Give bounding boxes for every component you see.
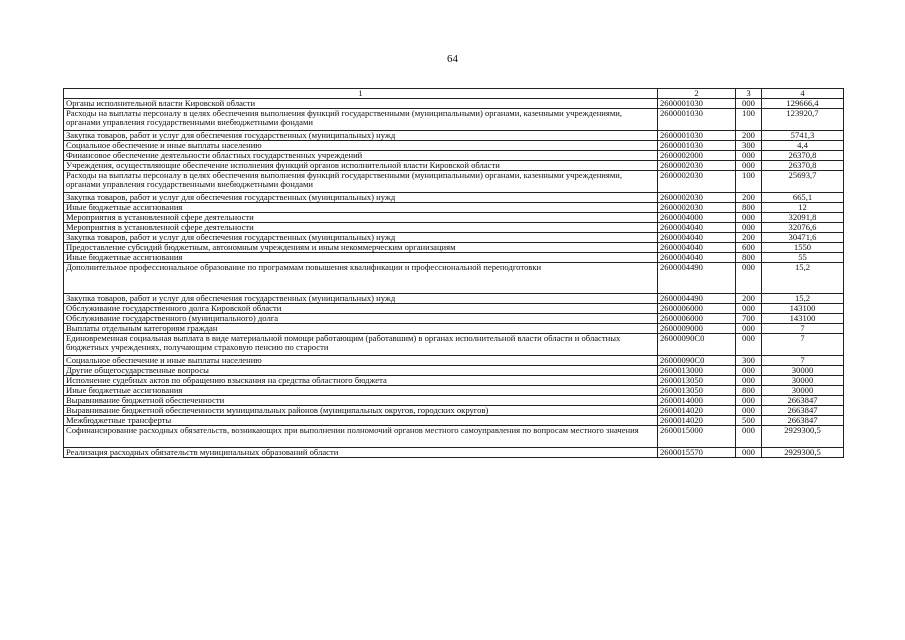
row-amount: 26370,8: [762, 151, 844, 161]
row-expense-type: 000: [736, 376, 762, 386]
row-code: 2600014020: [658, 416, 736, 426]
column-header-code: 2: [658, 89, 736, 99]
row-name: Органы исполнительной власти Кировской области: [64, 99, 658, 109]
table-row: [64, 426, 844, 448]
row-name: Софинансирование расходных обязательств, возникающих при выполнении полномочий органов местного самоуправления по вопросам местного значения: [64, 426, 658, 448]
row-name: Дополнительное профессиональное образование по программам повышения квалификации и профессиональной переподготовки: [64, 263, 658, 294]
row-code: 2600013050: [658, 376, 736, 386]
row-code: 2600006000: [658, 304, 736, 314]
table-header: [64, 89, 844, 99]
row-name: Закупка товаров, работ и услуг для обеспечения государственных (муниципальных) нужд: [64, 193, 658, 203]
row-code: 2600015000: [658, 426, 736, 448]
table-row: [64, 151, 844, 161]
row-expense-type: 200: [736, 233, 762, 243]
row-name: Финансовое обеспечение деятельности областных государственных учреждений: [64, 151, 658, 161]
row-name: Единовременная социальная выплата в виде материальной помощи работающим (работавшим) в органах исполнительной власти области и областных бюджетных учреждениях, получающим страховую пенсию по старости: [64, 334, 658, 356]
row-name: Учреждения, осуществляющие обеспечение исполнения функций органов исполнительной власти Кировской области: [64, 161, 658, 171]
table-row: [64, 223, 844, 233]
table-row: [64, 203, 844, 213]
table-row: [64, 304, 844, 314]
row-amount: 2663847: [762, 416, 844, 426]
row-code: 2600004040: [658, 243, 736, 253]
row-code: 2600015570: [658, 448, 736, 458]
row-expense-type: 000: [736, 223, 762, 233]
row-code: 2600004490: [658, 294, 736, 304]
row-amount: 55: [762, 253, 844, 263]
row-code: 2600002030: [658, 203, 736, 213]
row-name: Выплаты отдельным категориям граждан: [64, 324, 658, 334]
row-amount: 12: [762, 203, 844, 213]
row-expense-type: 800: [736, 386, 762, 396]
row-expense-type: 300: [736, 356, 762, 366]
row-name: Расходы на выплаты персоналу в целях обеспечения выполнения функций государственными (муниципальными) органами, казенными учреждениями, органами управления государственными внебюджетными фондами: [64, 109, 658, 131]
row-code: 2600004000: [658, 213, 736, 223]
row-name: Мероприятия в установленной сфере деятельности: [64, 223, 658, 233]
row-code: 2600013000: [658, 366, 736, 376]
table-row: [64, 386, 844, 396]
row-name: Закупка товаров, работ и услуг для обеспечения государственных (муниципальных) нужд: [64, 131, 658, 141]
row-amount: 1550: [762, 243, 844, 253]
row-code: 2600004040: [658, 233, 736, 243]
row-name: Социальное обеспечение и иные выплаты населению: [64, 356, 658, 366]
row-amount: 143100: [762, 304, 844, 314]
row-name: Выравнивание бюджетной обеспеченности: [64, 396, 658, 406]
row-code: 2600002000: [658, 151, 736, 161]
row-expense-type: 200: [736, 193, 762, 203]
row-amount: 7: [762, 334, 844, 356]
column-header-name: 1: [64, 89, 658, 99]
row-amount: 665,1: [762, 193, 844, 203]
row-code: 2600014000: [658, 396, 736, 406]
row-code: 2600002030: [658, 193, 736, 203]
row-amount: 2663847: [762, 406, 844, 416]
row-name: Иные бюджетные ассигнования: [64, 203, 658, 213]
row-name: Мероприятия в установленной сфере деятельности: [64, 213, 658, 223]
row-amount: 143100: [762, 314, 844, 324]
row-code: 26000090С0: [658, 334, 736, 356]
row-amount: 30000: [762, 376, 844, 386]
page-number: 64: [447, 53, 458, 65]
row-expense-type: 100: [736, 171, 762, 193]
row-amount: 2929300,5: [762, 448, 844, 458]
table-row: [64, 233, 844, 243]
row-amount: 30000: [762, 386, 844, 396]
row-name: Реализация расходных обязательств муниципальных образований области: [64, 448, 658, 458]
row-expense-type: 000: [736, 99, 762, 109]
row-expense-type: 000: [736, 366, 762, 376]
row-amount: 4,4: [762, 141, 844, 151]
row-expense-type: 000: [736, 334, 762, 356]
table-row: [64, 131, 844, 141]
row-name: Обслуживание государственного (муниципального) долга: [64, 314, 658, 324]
row-amount: 2663847: [762, 396, 844, 406]
row-code: 2600001030: [658, 109, 736, 131]
row-code: 2600009000: [658, 324, 736, 334]
row-code: 2600001030: [658, 99, 736, 109]
row-expense-type: 000: [736, 213, 762, 223]
row-expense-type: 000: [736, 151, 762, 161]
table-row: [64, 213, 844, 223]
row-expense-type: 700: [736, 314, 762, 324]
table-row: [64, 253, 844, 263]
table-row: [64, 314, 844, 324]
row-name: Расходы на выплаты персоналу в целях обеспечения выполнения функций государственными (муниципальными) органами, казенными учреждениями, органами управления государственными внебюджетными фондами: [64, 171, 658, 193]
row-code: 2600004040: [658, 223, 736, 233]
row-expense-type: 000: [736, 263, 762, 294]
row-expense-type: 000: [736, 324, 762, 334]
row-code: 2600013050: [658, 386, 736, 396]
row-expense-type: 300: [736, 141, 762, 151]
row-expense-type: 000: [736, 304, 762, 314]
row-amount: 7: [762, 356, 844, 366]
row-amount: 129666,4: [762, 99, 844, 109]
row-name: Закупка товаров, работ и услуг для обеспечения государственных (муниципальных) нужд: [64, 294, 658, 304]
row-expense-type: 000: [736, 426, 762, 448]
row-name: Предоставление субсидий бюджетным, автономным учреждениям и иным некоммерческим организациям: [64, 243, 658, 253]
row-expense-type: 800: [736, 253, 762, 263]
table-row: [64, 334, 844, 356]
row-code: 2600004490: [658, 263, 736, 294]
row-name: Иные бюджетные ассигнования: [64, 386, 658, 396]
row-amount: 7: [762, 324, 844, 334]
table-row: [64, 356, 844, 366]
row-amount: 15,2: [762, 294, 844, 304]
row-expense-type: 200: [736, 131, 762, 141]
row-amount: 5741,3: [762, 131, 844, 141]
table-row: [64, 263, 844, 294]
header-row: [64, 89, 844, 99]
row-amount: 2929300,5: [762, 426, 844, 448]
table-row: [64, 294, 844, 304]
row-expense-type: 800: [736, 203, 762, 213]
row-name: Социальное обеспечение и иные выплаты населению: [64, 141, 658, 151]
row-name: Выравнивание бюджетной обеспеченности муниципальных районов (муниципальных округов, городских округов): [64, 406, 658, 416]
row-expense-type: 000: [736, 406, 762, 416]
row-expense-type: 100: [736, 109, 762, 131]
row-code: 2600002030: [658, 171, 736, 193]
row-expense-type: 000: [736, 161, 762, 171]
table-row: [64, 193, 844, 203]
row-amount: 26370,8: [762, 161, 844, 171]
row-name: Обслуживание государственного долга Кировской области: [64, 304, 658, 314]
row-amount: 25693,7: [762, 171, 844, 193]
table-body: [64, 99, 844, 458]
column-header-expense-type: 3: [736, 89, 762, 99]
row-code: 2600014020: [658, 406, 736, 416]
table-row: [64, 366, 844, 376]
table-row: [64, 99, 844, 109]
row-name: Исполнение судебных актов по обращению взыскания на средства областного бюджета: [64, 376, 658, 386]
row-name: Закупка товаров, работ и услуг для обеспечения государственных (муниципальных) нужд: [64, 233, 658, 243]
row-name: Иные бюджетные ассигнования: [64, 253, 658, 263]
table-row: [64, 171, 844, 193]
row-name: Межбюджетные трансферты: [64, 416, 658, 426]
table-row: [64, 448, 844, 458]
row-name: Другие общегосударственные вопросы: [64, 366, 658, 376]
table-row: [64, 376, 844, 386]
row-amount: 30471,6: [762, 233, 844, 243]
table-row: [64, 109, 844, 131]
row-expense-type: 000: [736, 396, 762, 406]
row-code: 2600004040: [658, 253, 736, 263]
table-row: [64, 396, 844, 406]
row-code: 2600006000: [658, 314, 736, 324]
row-expense-type: 600: [736, 243, 762, 253]
row-code: 2600002030: [658, 161, 736, 171]
table-row: [64, 406, 844, 416]
budget-table: [63, 88, 844, 458]
row-code: 2600001030: [658, 131, 736, 141]
table-row: [64, 243, 844, 253]
table-row: [64, 416, 844, 426]
row-expense-type: 500: [736, 416, 762, 426]
table-row: [64, 324, 844, 334]
row-code: 2600001030: [658, 141, 736, 151]
table-row: [64, 161, 844, 171]
row-amount: 32091,8: [762, 213, 844, 223]
row-code: 26000090С0: [658, 356, 736, 366]
row-amount: 15,2: [762, 263, 844, 294]
row-expense-type: 000: [736, 448, 762, 458]
row-amount: 32076,6: [762, 223, 844, 233]
row-amount: 123920,7: [762, 109, 844, 131]
column-header-amount: 4: [762, 89, 844, 99]
row-amount: 30000: [762, 366, 844, 376]
row-expense-type: 200: [736, 294, 762, 304]
table-row: [64, 141, 844, 151]
